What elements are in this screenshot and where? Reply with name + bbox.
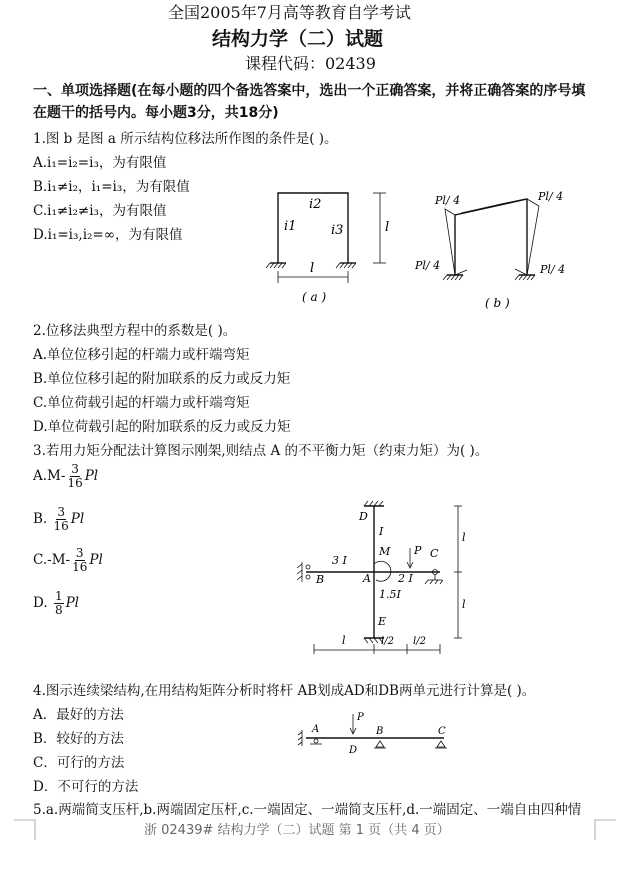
q4-fig-label-C: C [438, 726, 446, 737]
q1-figure-b [415, 185, 605, 315]
q3-option-b-den: 16 [53, 519, 69, 533]
q3-fig-label-l1: l [462, 531, 466, 544]
q3-fig-label-E: E [378, 615, 387, 628]
q4-option-b: B．较好的方法 [33, 731, 124, 747]
fig-a-label-width: l [310, 261, 315, 276]
q3-fig-label-B: B [316, 573, 325, 586]
q1-figure-a [258, 185, 408, 310]
q4-option-c: C．可行的方法 [33, 755, 125, 771]
q3-option-a-num: 3 [71, 462, 79, 476]
q2-option-a: A.单位位移引起的杆端力或杆端弯矩 [33, 347, 250, 363]
q3-option-c-suffix: Pl [89, 552, 103, 568]
q3-option-c-prefix: C.-M- [33, 552, 71, 568]
section-heading-line2: 在题干的括号内。每小题3分，共18分) [33, 105, 279, 121]
q3-option-d [33, 590, 79, 617]
q3-option-b-suffix: Pl [70, 511, 85, 527]
fig-a-label-i3: i3 [331, 223, 344, 238]
fig-b-caption: ( b ) [485, 296, 510, 310]
q3-fig-label-D: D [359, 510, 368, 523]
q3-option-d-num: 1 [54, 589, 63, 603]
q3-option-a-suffix: Pl [84, 468, 99, 484]
q3-fig-label-l3: l [342, 634, 346, 647]
q4-fig-label-B: B [376, 726, 384, 737]
fig-b-label-tr: Pl/ 4 [538, 190, 564, 203]
q1-option-a: A.i₁=i₂=i₃，为有限值 [33, 155, 167, 171]
q3-fig-label-15I: 1.5I [379, 588, 401, 601]
q3-fig-label-I: I [379, 525, 384, 538]
q3-option-c [33, 547, 103, 574]
course-code: 课程代码：02439 [245, 54, 376, 73]
fig-b-label-bl: Pl/ 4 [415, 259, 441, 272]
fig-a-label-i2: i2 [309, 197, 322, 212]
q4-fig-label-P: P [357, 712, 364, 723]
q1-option-c: C.i₁≠i₂≠i₃，为有限值 [33, 203, 167, 219]
exam-title: 全国2005年7月高等教育自学考试 [168, 3, 411, 22]
q3-option-d-fraction [54, 590, 64, 617]
q2-stem: 2.位移法典型方程中的系数是( )。 [33, 323, 237, 339]
q3-figure [292, 498, 477, 656]
q3-option-a-fraction [67, 463, 82, 490]
q3-stem: 3.若用力矩分配法计算图示刚架,则结点 A 的不平衡力矩（约束力矩）为( )。 [33, 443, 489, 459]
q3-fig-label-2I: 2 I [398, 572, 413, 585]
q3-option-b [33, 506, 84, 533]
fig-a-caption: ( a ) [302, 290, 327, 304]
q1-option-b: B.i₁≠i₂，i₁=i₃，为有限值 [33, 179, 190, 195]
q3-option-d-prefix: D. [33, 595, 52, 611]
q3-option-c-den: 16 [72, 560, 88, 574]
fig-b-label-tl: Pl/ 4 [435, 194, 461, 207]
q2-option-b: B.单位位移引起的附加联系的反力或反力矩 [33, 371, 291, 387]
q4-stem: 4.图示连续梁结构,在用结构矩阵分析时将杆 AB划成AD和DB两单元进行计算是( )。 [33, 683, 536, 699]
q3-fig-label-l5: l/2 [413, 636, 426, 647]
q3-fig-label-l4: l/2 [381, 636, 394, 647]
page-footer: 浙 02439# 结构力学（二）试题 第 1 页（共 4 页） [144, 823, 450, 838]
q2-option-c: C.单位荷载引起的杆端力或杆端弯矩 [33, 395, 250, 411]
q4-fig-label-A: A [312, 724, 320, 735]
q3-option-a-prefix: A.M- [33, 468, 66, 484]
q1-stem: 1.图 b 是图 a 所示结构位移法所作图的条件是( )。 [33, 131, 338, 147]
q4-option-d: D．不可行的方法 [33, 779, 139, 795]
q3-option-a [33, 463, 98, 490]
q3-option-c-num: 3 [75, 546, 84, 560]
q3-fig-label-3I: 3 I [332, 554, 347, 567]
q3-fig-label-A: A [363, 572, 371, 585]
subject-title: 结构力学（二）试题 [212, 28, 384, 50]
q4-fig-label-D: D [349, 745, 358, 756]
fig-a-label-i1: i1 [284, 219, 297, 234]
q3-fig-label-C: C [430, 547, 439, 560]
q3-fig-label-M: M [379, 545, 391, 558]
fig-a-label-height: l [385, 220, 390, 235]
q3-fig-label-P: P [414, 544, 422, 557]
q3-option-c-fraction [72, 547, 87, 574]
fig-b-label-br: Pl/ 4 [540, 263, 566, 276]
q3-option-a-den: 16 [67, 476, 83, 490]
q3-option-d-suffix: Pl [65, 595, 79, 611]
q3-option-d-den: 8 [54, 603, 63, 617]
q3-option-b-num: 3 [57, 505, 65, 519]
q3-option-b-fraction [54, 506, 69, 533]
section-heading-line1: 一、单项选择题(在每小题的四个备选答案中，选出一个正确答案，并将正确答案的序号填 [33, 83, 586, 99]
q3-fig-label-l2: l [462, 598, 466, 611]
q5-stem: 5.a.两端简支压杆,b.两端固定压杆,c.一端固定、一端简支压杆,d.一端固定、一端自由四种情 [33, 802, 582, 818]
q3-option-b-prefix: B. [33, 511, 52, 527]
q2-option-d: D.单位荷载引起的附加联系的反力或反力矩 [33, 419, 291, 435]
q4-option-a: A．最好的方法 [33, 707, 124, 723]
q4-figure [296, 708, 456, 758]
q1-option-d: D.i₁=i₃,i₂=∞，为有限值 [33, 227, 183, 243]
